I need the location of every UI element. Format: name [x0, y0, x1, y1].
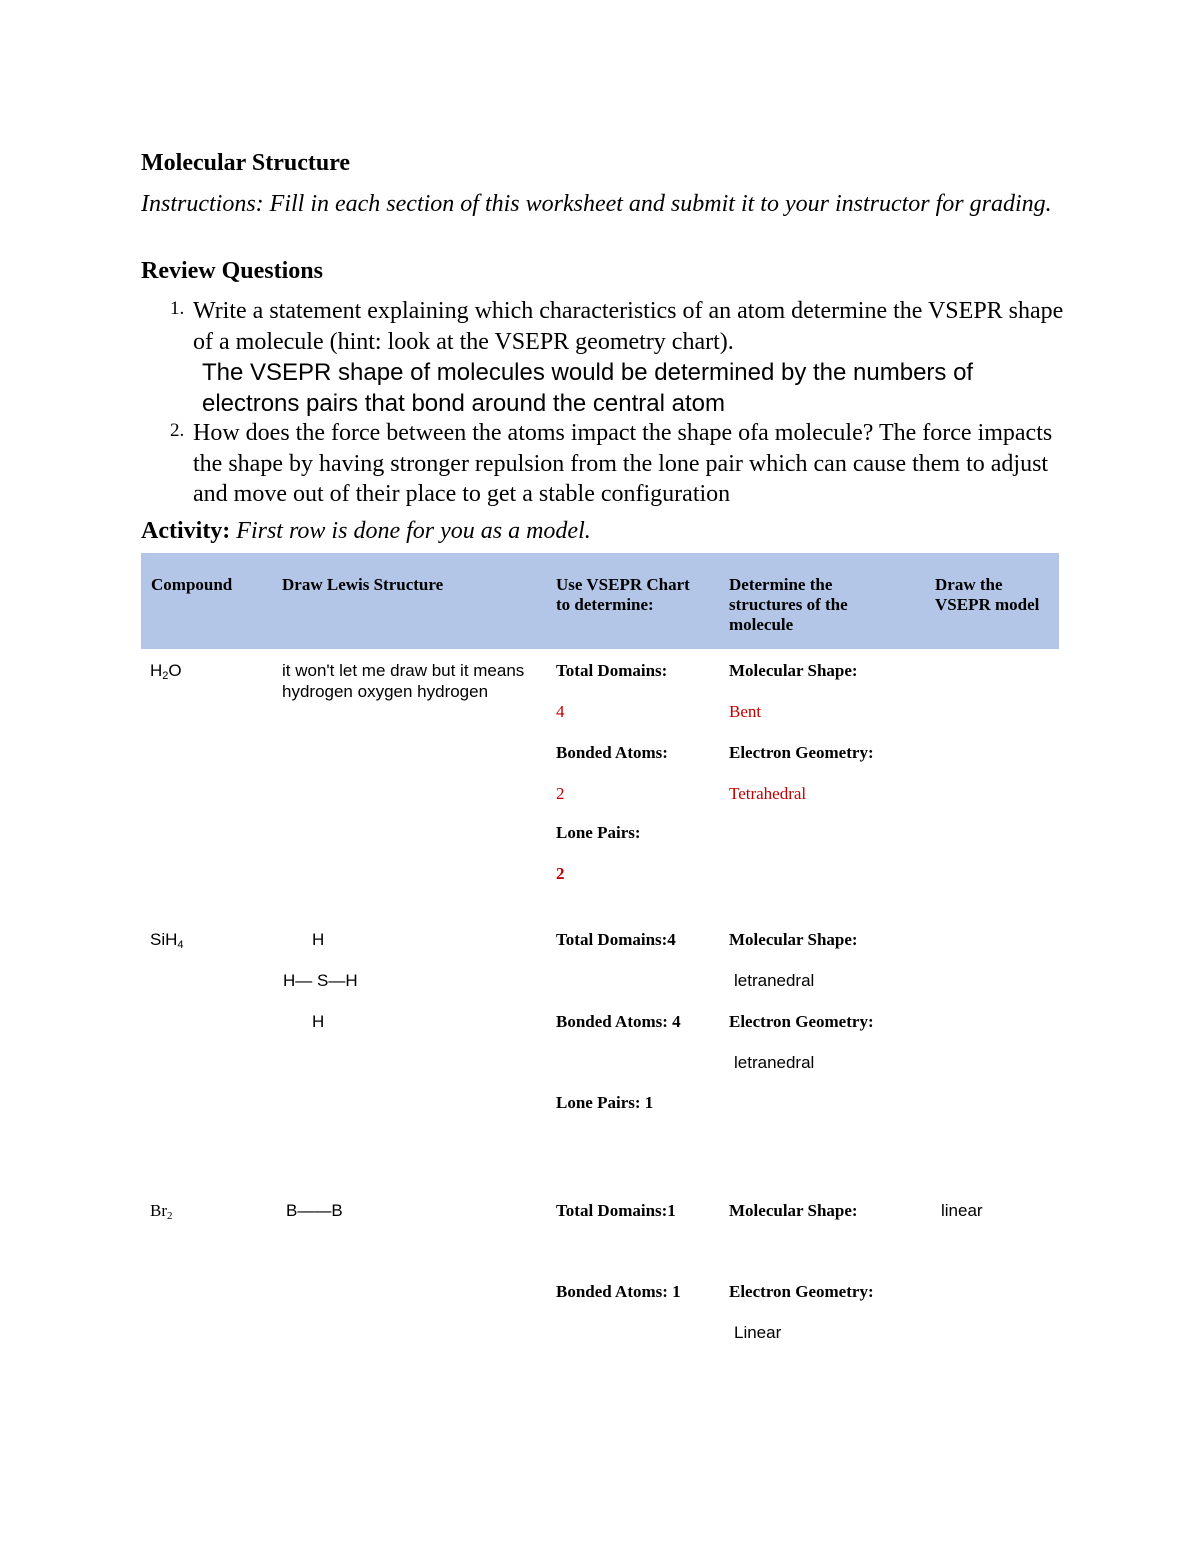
header-structures: Determine the structures of the molecule — [729, 575, 848, 634]
total-domains-label: Total Domains:1 — [556, 1201, 676, 1220]
compound-cell: $Br_2$ — [150, 1201, 173, 1222]
total-domains-label: Total Domains:4 — [556, 930, 676, 949]
question-number: 1. — [170, 298, 185, 319]
review-questions-heading: Review Questions — [141, 258, 323, 284]
bonded-atoms-label: Bonded Atoms: — [556, 743, 668, 762]
compound-cell: SiH$_4$ — [150, 930, 184, 951]
bonded-atoms-label: Bonded Atoms: 4 — [556, 1012, 681, 1031]
lewis-structure-line: H — [312, 1012, 325, 1031]
header-vsepr-model: Draw the VSEPR model — [935, 575, 1040, 614]
header-vsepr-chart: Use VSEPR Chart to determine: — [556, 575, 690, 614]
activity-label: Activity: — [141, 518, 231, 544]
question-text: Write a statement explaining which characteristics of an atom determine the VSEPR shape of a molecule (hint: look at the VSEPR geometry chart). — [193, 298, 1064, 355]
table-header — [141, 553, 1059, 649]
instructions-text: Instructions: Fill in each section of this worksheet and submit it to your instructor for grading. — [141, 191, 1052, 217]
lewis-structure-cell: B——B — [286, 1201, 343, 1220]
question-2 — [170, 418, 1070, 510]
header-compound: Compound — [151, 575, 233, 594]
answer-text: The VSEPR shape of molecules would be determined by the numbers of electrons pairs that bond around the central atom — [202, 359, 974, 417]
bonded-atoms-label: Bonded Atoms: 1 — [556, 1282, 681, 1301]
vsepr-model-cell: linear — [941, 1201, 983, 1220]
electron-geometry-label: Electron Geometry: — [729, 1282, 874, 1301]
question-text: How does the force between the atoms impact the shape ofa molecule? The force impacts the shape by having stronger repulsion from the lone pair which can cause them to adjust and move out of their place to get a stable configuration — [193, 420, 1053, 507]
activity-line — [141, 518, 591, 545]
molecular-shape-value: Bent — [729, 702, 762, 721]
compound-cell: $H_2O$ — [150, 661, 182, 682]
header-lewis: Draw Lewis Structure — [282, 575, 444, 594]
electron-geometry-value: letranedral — [734, 1053, 815, 1072]
electron-geometry-label: Electron Geometry: — [729, 743, 874, 762]
question-number: 2. — [170, 420, 185, 441]
page-title: Molecular Structure — [141, 150, 351, 176]
molecular-shape-label: Molecular Shape: — [729, 1201, 858, 1220]
total-domains-label: Total Domains: — [556, 661, 668, 680]
molecular-shape-label: Molecular Shape: — [729, 661, 858, 680]
electron-geometry-label: Electron Geometry: — [729, 1012, 874, 1031]
lewis-structure-line: H — [312, 930, 325, 949]
lewis-structure-cell: it won't let me draw but it means hydrogen oxygen hydrogen — [282, 661, 525, 701]
lewis-structure-line: H— S—H — [283, 971, 358, 990]
total-domains-value: 4 — [556, 702, 565, 721]
lone-pairs-label: Lone Pairs: — [556, 823, 641, 842]
question-1 — [170, 296, 1070, 419]
lone-pairs-label: Lone Pairs: 1 — [556, 1093, 654, 1112]
electron-geometry-value: Tetrahedral — [729, 784, 807, 803]
activity-note: First row is done for you as a model. — [236, 518, 591, 544]
bonded-atoms-value: 2 — [556, 784, 565, 803]
molecular-shape-value: letranedral — [734, 971, 815, 990]
molecular-shape-label: Molecular Shape: — [729, 930, 858, 949]
electron-geometry-value: Linear — [734, 1323, 782, 1342]
lone-pairs-value: 2 — [556, 864, 565, 883]
